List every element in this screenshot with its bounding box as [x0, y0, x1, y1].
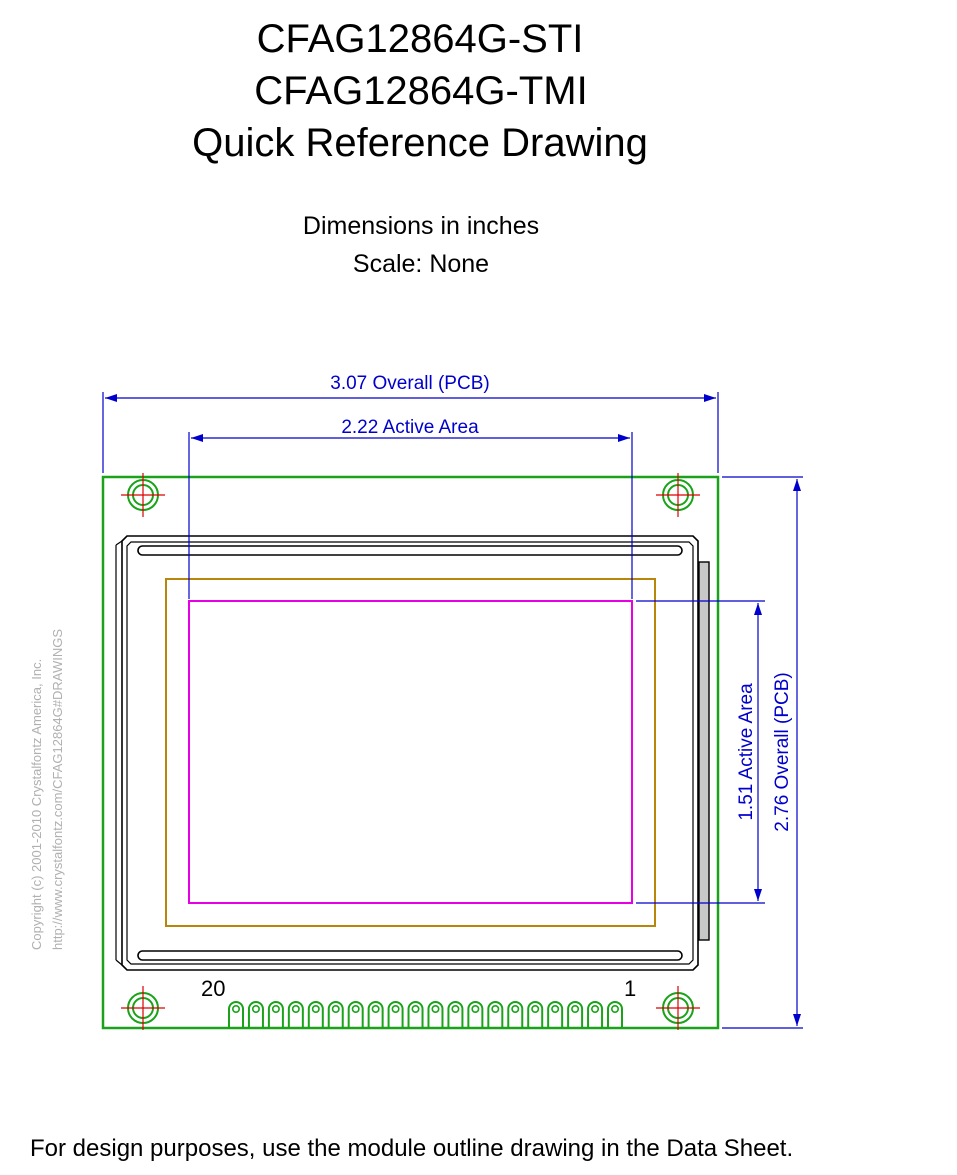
mounting-hole — [656, 473, 700, 517]
title-line-3: Quick Reference Drawing — [192, 121, 648, 165]
top-slot — [138, 546, 682, 555]
active-height-label: 1.51 Active Area — [736, 683, 757, 821]
title-line-2: CFAG12864G-TMI — [254, 69, 588, 113]
scale-note: Scale: None — [352, 250, 490, 278]
connector-pin-hole — [372, 1006, 378, 1012]
copyright-line-1: Copyright (c) 2001-2010 Crystalfontz America, Inc. — [29, 658, 44, 950]
mounting-hole — [121, 986, 165, 1030]
mounting-holes — [121, 473, 700, 1030]
connector-pin-hole — [552, 1006, 558, 1012]
overall-height-dimension — [722, 477, 803, 1028]
active-width-label: 2.22 Active Area — [341, 417, 479, 438]
active-width-dimension — [189, 417, 632, 599]
connector-pins — [229, 1002, 622, 1028]
mounting-hole — [121, 473, 165, 517]
connector-pin-hole — [233, 1006, 239, 1012]
backlight-tab — [699, 562, 709, 940]
pin-label-1: 1 — [624, 976, 637, 1001]
viewing-area — [166, 579, 655, 926]
bottom-slot — [138, 951, 682, 960]
connector-pin-hole — [293, 1006, 299, 1012]
connector-pin-hole — [253, 1006, 259, 1012]
connector-pin-hole — [392, 1006, 398, 1012]
copyright-line-2: http://www.crystalfontz.com/CFAG12864G#DRAWINGS — [50, 628, 65, 950]
units-note: Dimensions in inches — [302, 212, 540, 240]
connector-pin-hole — [572, 1006, 578, 1012]
mounting-hole — [656, 986, 700, 1030]
overall-height-label: 2.76 Overall (PCB) — [772, 672, 793, 832]
connector-pin-hole — [492, 1006, 498, 1012]
connector-pin-hole — [512, 1006, 518, 1012]
connector-pin-hole — [333, 1006, 339, 1012]
active-area — [189, 601, 632, 903]
connector-pin-hole — [412, 1006, 418, 1012]
connector-pin-hole — [532, 1006, 538, 1012]
connector-pin-hole — [313, 1006, 319, 1012]
copyright-notice — [29, 629, 65, 950]
connector-pin-hole — [612, 1006, 618, 1012]
pcb-outline — [103, 477, 718, 1028]
title-line-1: CFAG12864G-STI — [256, 17, 584, 61]
connector-pin-hole — [273, 1006, 279, 1012]
footer-note: For design purposes, use the module outline drawing in the Data Sheet. — [30, 1135, 794, 1162]
connector-pin-hole — [472, 1006, 478, 1012]
connector-pin-hole — [432, 1006, 438, 1012]
connector-pin-hole — [352, 1006, 358, 1012]
connector-pin-hole — [452, 1006, 458, 1012]
connector-pin-hole — [592, 1006, 598, 1012]
pin-label-20: 20 — [201, 976, 226, 1001]
overall-width-label: 3.07 Overall (PCB) — [330, 373, 490, 394]
